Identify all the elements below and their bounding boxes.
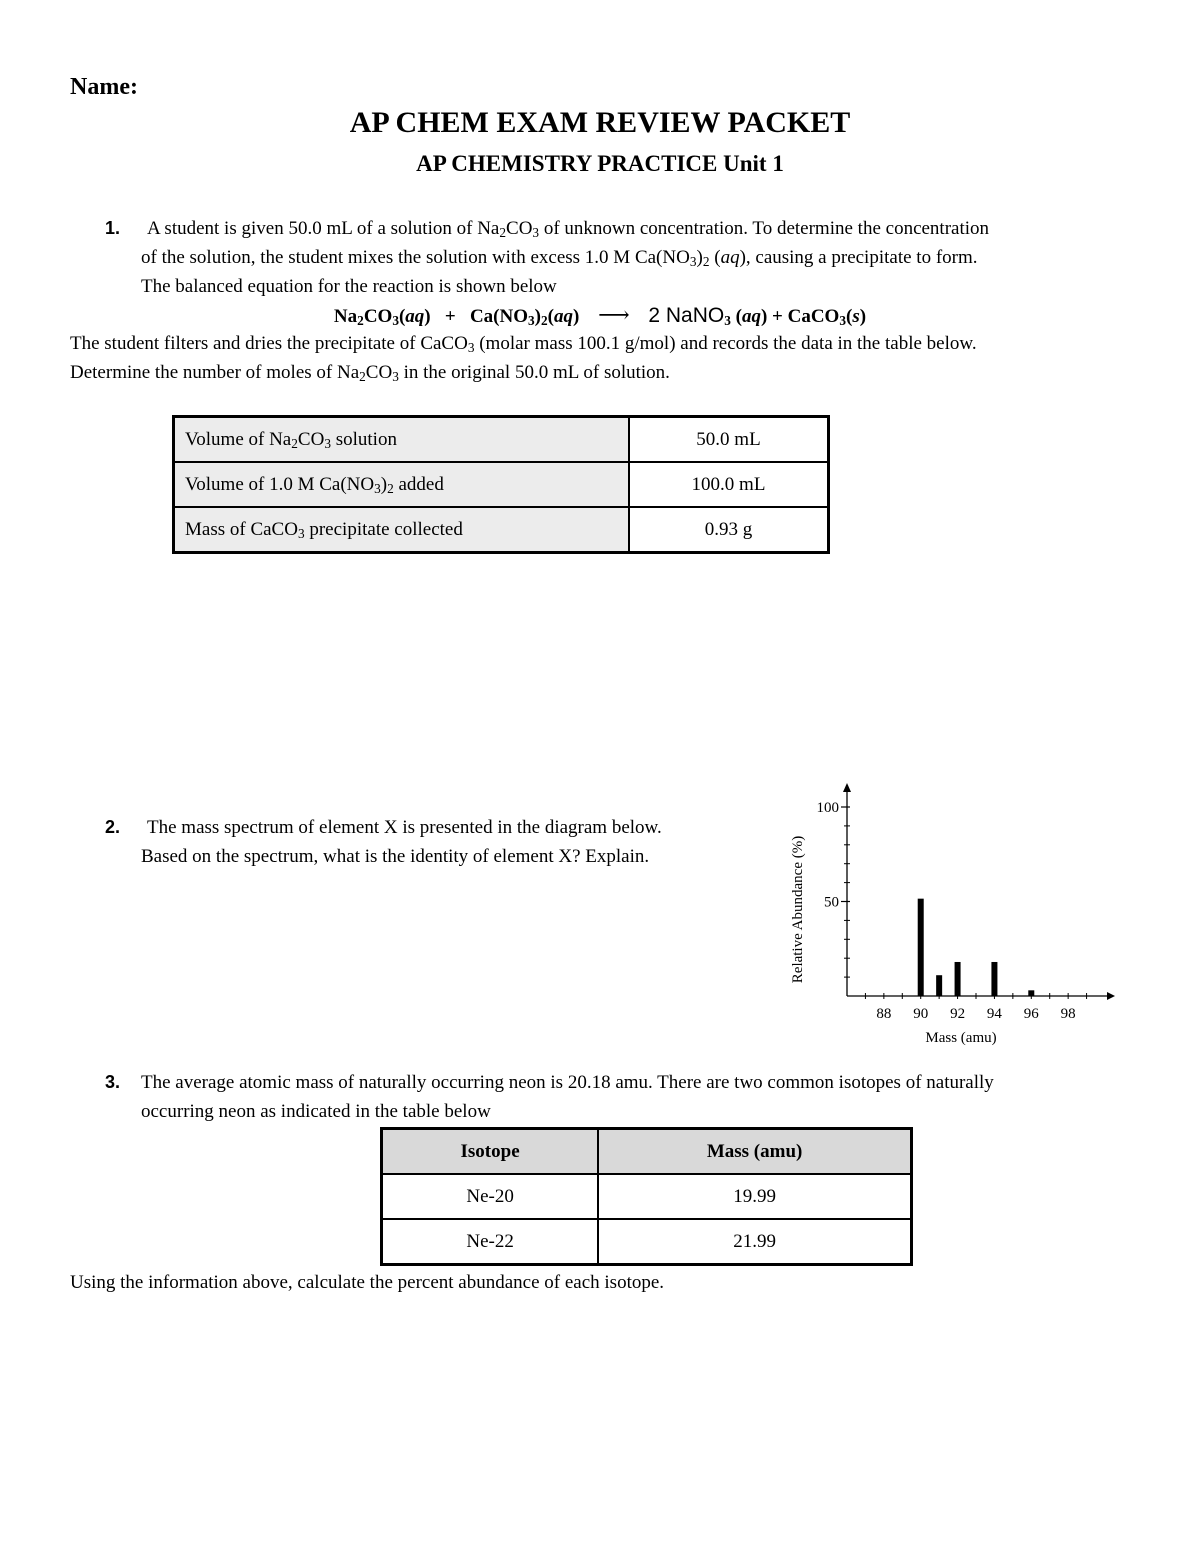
spectrum-bar <box>991 962 997 996</box>
chart-plot-area <box>790 783 1115 1046</box>
table-cell: Ne-22 <box>382 1219 599 1265</box>
text-span: of the solution, the student mixes the solution with excess 1.0 M Ca(NO <box>141 247 690 268</box>
subscript: 2 <box>291 435 298 451</box>
table-cell-label <box>174 462 630 507</box>
reaction-arrow-icon: ⟶ <box>598 302 630 327</box>
question-1-line-5 <box>70 358 670 387</box>
table-cell-value: 0.93 g <box>629 507 829 553</box>
x-tick-label: 90 <box>913 1006 929 1022</box>
table-cell-value: 50.0 mL <box>629 417 829 463</box>
x-tick-label: 98 <box>1060 1006 1076 1022</box>
text-span: of unknown concentration. To determine the concentration <box>539 218 990 239</box>
eq-text: ( <box>547 306 554 327</box>
page-title: AP CHEM EXAM REVIEW PACKET <box>349 106 851 139</box>
x-axis-label: Mass (amu) <box>925 1030 997 1046</box>
subscript: 3 <box>392 313 399 328</box>
italic-state: s <box>852 306 860 327</box>
eq-text: ( <box>846 306 853 327</box>
x-tick-label: 96 <box>1023 1006 1039 1022</box>
text-span: CO <box>297 428 325 450</box>
text-span: Volume of 1.0 M Ca(NO <box>185 473 375 495</box>
table-row <box>174 417 829 463</box>
eq-text: CaCO <box>787 306 840 327</box>
table-cell: Ne-20 <box>382 1174 599 1219</box>
table-cell-label <box>174 417 630 463</box>
question-1-line-3: The balanced equation for the reaction is shown below <box>141 276 557 297</box>
text-span: ) <box>696 247 703 268</box>
subscript: 3 <box>724 313 731 328</box>
eq-text: ( <box>398 306 406 327</box>
isotope-table <box>380 1127 913 1266</box>
subscript: 3 <box>839 313 846 328</box>
eq-text: ) <box>572 306 580 327</box>
eq-text: ) <box>534 306 541 327</box>
text-span: Determine the number of moles of Na <box>70 362 360 383</box>
subscript: 2 <box>499 225 507 240</box>
spectrum-bar <box>936 975 942 996</box>
table-row <box>174 507 829 553</box>
text-span: ), causing a precipitate to form. <box>739 247 978 268</box>
text-span: ( <box>709 247 721 268</box>
mass-spectrum-chart <box>780 775 1125 1050</box>
spectrum-bar <box>918 899 924 996</box>
table-cell-label <box>174 507 630 553</box>
table-cell-value: 100.0 mL <box>629 462 829 507</box>
page-subtitle: AP CHEMISTRY PRACTICE Unit 1 <box>416 151 784 176</box>
subscript: 3 <box>392 369 399 384</box>
table-cell: 21.99 <box>598 1219 911 1265</box>
subscript: 3 <box>532 225 540 240</box>
italic-state: aq <box>405 306 425 327</box>
y-axis-label: Relative Abundance (%) <box>790 835 806 984</box>
subscript: 3 <box>374 480 381 496</box>
x-tick-label: 88 <box>876 1006 892 1022</box>
eq-plus: + <box>444 306 456 327</box>
question-3-line-1: The average atomic mass of naturally occurring neon is 20.18 amu. There are two common isotopes of naturally <box>141 1072 994 1093</box>
question-1-number: 1. <box>105 218 121 238</box>
question-2-number: 2. <box>105 817 121 837</box>
text-span: ) <box>380 473 388 495</box>
text-span: in the original 50.0 mL of solution. <box>398 362 670 383</box>
question-3-line-2: occurring neon as indicated in the table below <box>141 1101 491 1122</box>
eq-text: ( <box>730 306 742 327</box>
table-header-mass: Mass (amu) <box>598 1129 911 1175</box>
eq-text: Ca(NO <box>469 306 529 327</box>
table-row <box>382 1219 912 1265</box>
name-label: Name: <box>70 74 138 100</box>
table-row <box>174 462 829 507</box>
subscript: 2 <box>387 480 394 496</box>
subscript: 2 <box>357 313 364 328</box>
table-header-isotope: Isotope <box>382 1129 599 1175</box>
italic-state: aq <box>720 247 740 268</box>
balanced-equation <box>0 302 1200 328</box>
text-span: added <box>393 473 444 495</box>
question-1-line-2 <box>141 243 978 272</box>
spectrum-bar <box>1028 990 1034 996</box>
text-span: Volume of Na <box>185 428 292 450</box>
eq-text: CO <box>363 306 393 327</box>
eq-text: ) <box>424 306 431 327</box>
question-2-line-2: Based on the spectrum, what is the identity of element X? Explain. <box>141 846 650 867</box>
question-2-line-1: The mass spectrum of element X is presented in the diagram below. <box>147 817 662 838</box>
text-span: The student filters and dries the precipitate of CaCO <box>70 333 468 354</box>
text-span: A student is given 50.0 mL of a solution of Na <box>147 218 500 239</box>
table-header-row <box>382 1129 912 1175</box>
question-1-line-1 <box>147 214 989 243</box>
table-row <box>382 1174 912 1219</box>
eq-plus: + <box>772 306 783 327</box>
text-span: solution <box>330 428 397 450</box>
eq-text: ) <box>760 306 768 327</box>
subscript: 3 <box>297 525 305 541</box>
subscript: 3 <box>689 254 697 269</box>
text-span: (molar mass 100.1 g/mol) and records the data in the table below. <box>474 333 977 354</box>
italic-state: aq <box>553 306 573 327</box>
y-tick-label: 100 <box>816 800 839 816</box>
subscript: 3 <box>467 340 475 355</box>
y-axis-arrow-icon <box>843 783 851 792</box>
subscript: 2 <box>359 369 366 384</box>
subscript: 2 <box>702 254 710 269</box>
eq-text: ) <box>859 306 867 327</box>
subscript: 2 <box>541 313 548 328</box>
text-span: precipitate collected <box>304 518 463 540</box>
question-3-number: 3. <box>105 1072 121 1092</box>
spectrum-bar <box>955 962 961 996</box>
table-cell: 19.99 <box>598 1174 911 1219</box>
eq-text: Na <box>333 306 358 327</box>
question-3-line-3: Using the information above, calculate the percent abundance of each isotope. <box>70 1272 665 1293</box>
subscript: 3 <box>528 313 535 328</box>
x-tick-label: 94 <box>986 1006 1002 1022</box>
data-table-q1 <box>172 415 830 554</box>
question-1-line-4 <box>70 329 977 358</box>
text-span: CO <box>365 362 393 383</box>
x-axis-arrow-icon <box>1107 992 1115 1000</box>
x-tick-label: 92 <box>950 1006 966 1022</box>
subscript: 3 <box>324 435 331 451</box>
italic-state: aq <box>741 306 761 327</box>
text-span: CO <box>506 218 533 239</box>
text-span: Mass of CaCO <box>185 518 298 540</box>
y-tick-label: 50 <box>824 894 839 911</box>
eq-coefficient: 2 NaNO <box>648 304 725 327</box>
